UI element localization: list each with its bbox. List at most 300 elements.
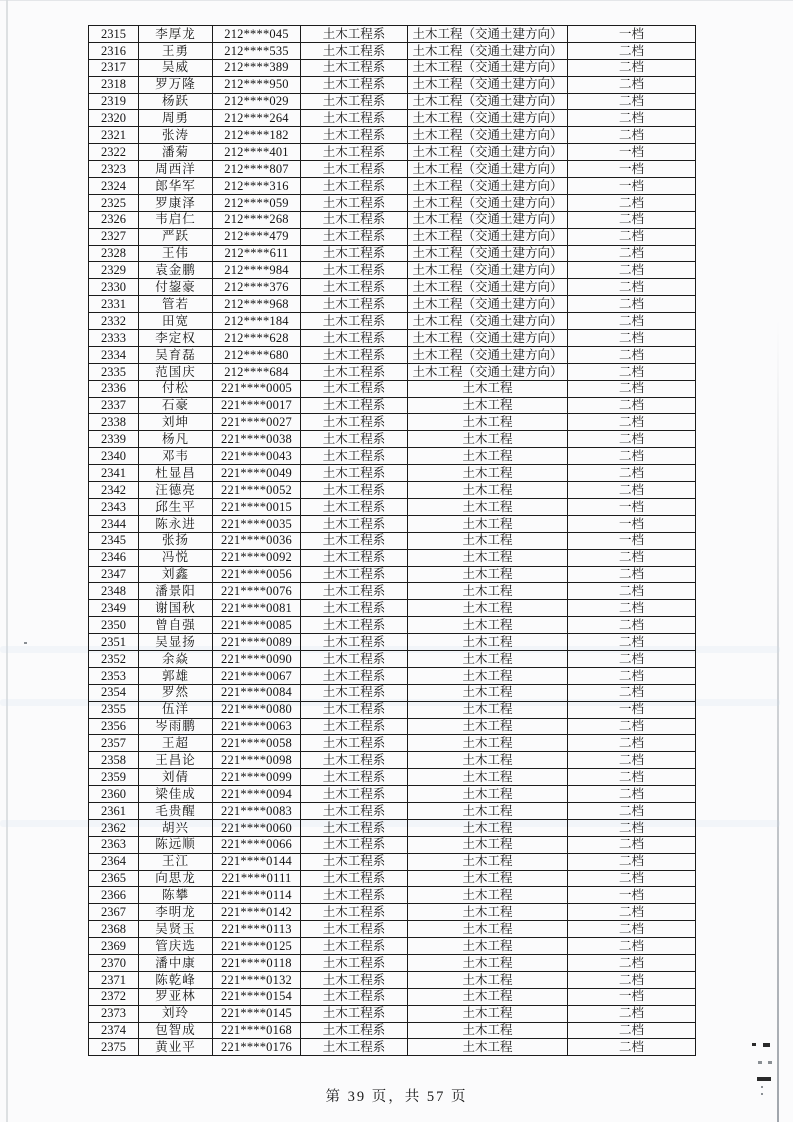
cell-major: 土木工程 bbox=[408, 752, 568, 769]
cell-dept: 土木工程系 bbox=[301, 279, 408, 296]
cell-no: 2357 bbox=[89, 735, 139, 752]
cell-name: 李厚龙 bbox=[139, 26, 213, 43]
cell-no: 2316 bbox=[89, 42, 139, 59]
cell-major: 土木工程 bbox=[408, 971, 568, 988]
cell-id: 212****680 bbox=[213, 346, 301, 363]
cell-no: 2361 bbox=[89, 802, 139, 819]
cell-level: 二档 bbox=[568, 380, 696, 397]
cell-level: 二档 bbox=[568, 431, 696, 448]
cell-level: 二档 bbox=[568, 549, 696, 566]
cell-level: 二档 bbox=[568, 279, 696, 296]
cell-dept: 土木工程系 bbox=[301, 786, 408, 803]
cell-major: 土木工程（交通土建方向） bbox=[408, 161, 568, 178]
table-row bbox=[89, 262, 696, 279]
cell-name: 余焱 bbox=[139, 650, 213, 667]
cell-id: 221****0168 bbox=[213, 1022, 301, 1039]
cell-dept: 土木工程系 bbox=[301, 684, 408, 701]
cell-id: 221****0099 bbox=[213, 769, 301, 786]
cell-dept: 土木工程系 bbox=[301, 566, 408, 583]
cell-id: 221****0076 bbox=[213, 583, 301, 600]
cell-id: 212****376 bbox=[213, 279, 301, 296]
cell-name: 岑雨鹏 bbox=[139, 718, 213, 735]
cell-dept: 土木工程系 bbox=[301, 532, 408, 549]
cell-name: 伍洋 bbox=[139, 701, 213, 718]
table-row bbox=[89, 600, 696, 617]
cell-no: 2322 bbox=[89, 144, 139, 161]
cell-dept: 土木工程系 bbox=[301, 465, 408, 482]
cell-level: 一档 bbox=[568, 178, 696, 195]
cell-name: 付鋆豪 bbox=[139, 279, 213, 296]
cell-name: 周勇 bbox=[139, 110, 213, 127]
cell-name: 李定权 bbox=[139, 330, 213, 347]
cell-no: 2371 bbox=[89, 971, 139, 988]
cell-major: 土木工程 bbox=[408, 904, 568, 921]
cell-level: 二档 bbox=[568, 93, 696, 110]
cell-id: 221****0089 bbox=[213, 634, 301, 651]
cell-name: 向思龙 bbox=[139, 870, 213, 887]
cell-level: 二档 bbox=[568, 802, 696, 819]
cell-dept: 土木工程系 bbox=[301, 701, 408, 718]
cell-no: 2334 bbox=[89, 346, 139, 363]
table-row bbox=[89, 42, 696, 59]
cell-level: 二档 bbox=[568, 228, 696, 245]
cell-major: 土木工程 bbox=[408, 735, 568, 752]
cell-level: 二档 bbox=[568, 836, 696, 853]
cell-dept: 土木工程系 bbox=[301, 583, 408, 600]
cell-no: 2375 bbox=[89, 1039, 139, 1056]
cell-major: 土木工程 bbox=[408, 465, 568, 482]
cell-dept: 土木工程系 bbox=[301, 76, 408, 93]
cell-id: 212****950 bbox=[213, 76, 301, 93]
cell-name: 王昌论 bbox=[139, 752, 213, 769]
cell-name: 邓韦 bbox=[139, 448, 213, 465]
table-row bbox=[89, 279, 696, 296]
cell-name: 罗康泽 bbox=[139, 194, 213, 211]
cell-dept: 土木工程系 bbox=[301, 1005, 408, 1022]
cell-no: 2341 bbox=[89, 465, 139, 482]
cell-level: 二档 bbox=[568, 786, 696, 803]
cell-no: 2372 bbox=[89, 988, 139, 1005]
cell-level: 二档 bbox=[568, 363, 696, 380]
cell-dept: 土木工程系 bbox=[301, 144, 408, 161]
cell-id: 221****0111 bbox=[213, 870, 301, 887]
table-row bbox=[89, 1039, 696, 1056]
cell-no: 2363 bbox=[89, 836, 139, 853]
cell-major: 土木工程 bbox=[408, 853, 568, 870]
cell-id: 212****984 bbox=[213, 262, 301, 279]
cell-major: 土木工程 bbox=[408, 532, 568, 549]
cell-major: 土木工程 bbox=[408, 887, 568, 904]
cell-level: 二档 bbox=[568, 870, 696, 887]
table-row bbox=[89, 650, 696, 667]
cell-id: 221****0084 bbox=[213, 684, 301, 701]
cell-dept: 土木工程系 bbox=[301, 448, 408, 465]
cell-id: 221****0085 bbox=[213, 617, 301, 634]
cell-major: 土木工程（交通土建方向） bbox=[408, 127, 568, 144]
cell-dept: 土木工程系 bbox=[301, 600, 408, 617]
cell-dept: 土木工程系 bbox=[301, 549, 408, 566]
cell-no: 2335 bbox=[89, 363, 139, 380]
cell-name: 陈攀 bbox=[139, 887, 213, 904]
cell-dept: 土木工程系 bbox=[301, 313, 408, 330]
table-row bbox=[89, 617, 696, 634]
cell-level: 二档 bbox=[568, 971, 696, 988]
cell-name: 管庆选 bbox=[139, 938, 213, 955]
cell-major: 土木工程 bbox=[408, 819, 568, 836]
cell-major: 土木工程 bbox=[408, 701, 568, 718]
cell-name: 吴育磊 bbox=[139, 346, 213, 363]
cell-name: 范国庆 bbox=[139, 363, 213, 380]
table-row bbox=[89, 144, 696, 161]
cell-no: 2325 bbox=[89, 194, 139, 211]
cell-id: 221****0043 bbox=[213, 448, 301, 465]
table-row bbox=[89, 735, 696, 752]
cell-no: 2331 bbox=[89, 296, 139, 313]
cell-no: 2337 bbox=[89, 397, 139, 414]
table-row bbox=[89, 498, 696, 515]
scan-fold-line bbox=[777, 320, 779, 1122]
cell-dept: 土木工程系 bbox=[301, 262, 408, 279]
cell-major: 土木工程（交通土建方向） bbox=[408, 313, 568, 330]
cell-dept: 土木工程系 bbox=[301, 904, 408, 921]
table-row bbox=[89, 245, 696, 262]
cell-level: 二档 bbox=[568, 482, 696, 499]
cell-name: 毛贵醒 bbox=[139, 802, 213, 819]
cell-no: 2373 bbox=[89, 1005, 139, 1022]
cell-id: 212****389 bbox=[213, 59, 301, 76]
cell-major: 土木工程（交通土建方向） bbox=[408, 110, 568, 127]
cell-name: 邱生平 bbox=[139, 498, 213, 515]
cell-level: 二档 bbox=[568, 769, 696, 786]
cell-id: 221****0114 bbox=[213, 887, 301, 904]
cell-dept: 土木工程系 bbox=[301, 1022, 408, 1039]
cell-no: 2344 bbox=[89, 515, 139, 532]
table-row bbox=[89, 971, 696, 988]
cell-major: 土木工程 bbox=[408, 431, 568, 448]
cell-major: 土木工程 bbox=[408, 634, 568, 651]
cell-id: 221****0145 bbox=[213, 1005, 301, 1022]
cell-no: 2346 bbox=[89, 549, 139, 566]
cell-dept: 土木工程系 bbox=[301, 431, 408, 448]
cell-no: 2328 bbox=[89, 245, 139, 262]
scan-speck bbox=[758, 1061, 762, 1064]
cell-no: 2332 bbox=[89, 313, 139, 330]
cell-dept: 土木工程系 bbox=[301, 515, 408, 532]
cell-id: 221****0094 bbox=[213, 786, 301, 803]
cell-name: 陈乾峰 bbox=[139, 971, 213, 988]
cell-level: 一档 bbox=[568, 144, 696, 161]
cell-level: 二档 bbox=[568, 684, 696, 701]
cell-no: 2318 bbox=[89, 76, 139, 93]
cell-major: 土木工程 bbox=[408, 397, 568, 414]
cell-level: 二档 bbox=[568, 853, 696, 870]
cell-name: 严跃 bbox=[139, 228, 213, 245]
cell-major: 土木工程（交通土建方向） bbox=[408, 178, 568, 195]
scan-edge-top bbox=[0, 0, 793, 1]
table-row bbox=[89, 836, 696, 853]
cell-name: 汪德亮 bbox=[139, 482, 213, 499]
cell-id: 212****316 bbox=[213, 178, 301, 195]
cell-id: 221****0038 bbox=[213, 431, 301, 448]
cell-id: 221****0090 bbox=[213, 650, 301, 667]
cell-name: 郎华军 bbox=[139, 178, 213, 195]
table-row bbox=[89, 465, 696, 482]
cell-major: 土木工程 bbox=[408, 380, 568, 397]
cell-name: 陈永进 bbox=[139, 515, 213, 532]
cell-name: 石豪 bbox=[139, 397, 213, 414]
cell-dept: 土木工程系 bbox=[301, 836, 408, 853]
cell-major: 土木工程 bbox=[408, 617, 568, 634]
cell-level: 二档 bbox=[568, 245, 696, 262]
cell-dept: 土木工程系 bbox=[301, 802, 408, 819]
cell-major: 土木工程 bbox=[408, 515, 568, 532]
cell-id: 212****535 bbox=[213, 42, 301, 59]
cell-name: 田宽 bbox=[139, 313, 213, 330]
cell-dept: 土木工程系 bbox=[301, 988, 408, 1005]
cell-level: 二档 bbox=[568, 346, 696, 363]
table-row bbox=[89, 397, 696, 414]
cell-no: 2339 bbox=[89, 431, 139, 448]
cell-level: 二档 bbox=[568, 566, 696, 583]
cell-id: 221****0005 bbox=[213, 380, 301, 397]
cell-id: 221****0092 bbox=[213, 549, 301, 566]
cell-dept: 土木工程系 bbox=[301, 380, 408, 397]
cell-name: 王超 bbox=[139, 735, 213, 752]
cell-level: 二档 bbox=[568, 921, 696, 938]
cell-major: 土木工程 bbox=[408, 414, 568, 431]
cell-dept: 土木工程系 bbox=[301, 954, 408, 971]
cell-major: 土木工程 bbox=[408, 549, 568, 566]
cell-dept: 土木工程系 bbox=[301, 634, 408, 651]
cell-no: 2326 bbox=[89, 211, 139, 228]
table-row bbox=[89, 482, 696, 499]
table-row bbox=[89, 684, 696, 701]
cell-name: 袁金鹏 bbox=[139, 262, 213, 279]
table-row bbox=[89, 667, 696, 684]
table-row bbox=[89, 346, 696, 363]
cell-id: 221****0067 bbox=[213, 667, 301, 684]
cell-id: 221****0080 bbox=[213, 701, 301, 718]
table-row bbox=[89, 904, 696, 921]
cell-name: 胡兴 bbox=[139, 819, 213, 836]
cell-major: 土木工程 bbox=[408, 498, 568, 515]
cell-no: 2321 bbox=[89, 127, 139, 144]
cell-level: 一档 bbox=[568, 515, 696, 532]
table-row bbox=[89, 211, 696, 228]
cell-id: 212****184 bbox=[213, 313, 301, 330]
cell-id: 221****0125 bbox=[213, 938, 301, 955]
table-row bbox=[89, 634, 696, 651]
cell-major: 土木工程 bbox=[408, 718, 568, 735]
cell-dept: 土木工程系 bbox=[301, 769, 408, 786]
cell-level: 二档 bbox=[568, 211, 696, 228]
cell-no: 2319 bbox=[89, 93, 139, 110]
cell-level: 二档 bbox=[568, 110, 696, 127]
cell-no: 2356 bbox=[89, 718, 139, 735]
table-row bbox=[89, 448, 696, 465]
cell-major: 土木工程（交通土建方向） bbox=[408, 330, 568, 347]
cell-id: 221****0056 bbox=[213, 566, 301, 583]
cell-level: 二档 bbox=[568, 1039, 696, 1056]
cell-id: 212****968 bbox=[213, 296, 301, 313]
cell-id: 212****059 bbox=[213, 194, 301, 211]
cell-major: 土木工程（交通土建方向） bbox=[408, 228, 568, 245]
cell-name: 罗万隆 bbox=[139, 76, 213, 93]
cell-name: 刘鑫 bbox=[139, 566, 213, 583]
cell-name: 杜显昌 bbox=[139, 465, 213, 482]
cell-name: 罗亚林 bbox=[139, 988, 213, 1005]
cell-id: 221****0176 bbox=[213, 1039, 301, 1056]
cell-dept: 土木工程系 bbox=[301, 938, 408, 955]
cell-major: 土木工程（交通土建方向） bbox=[408, 262, 568, 279]
table-row bbox=[89, 954, 696, 971]
cell-id: 221****0066 bbox=[213, 836, 301, 853]
cell-name: 黄业平 bbox=[139, 1039, 213, 1056]
cell-dept: 土木工程系 bbox=[301, 42, 408, 59]
cell-no: 2333 bbox=[89, 330, 139, 347]
cell-level: 二档 bbox=[568, 600, 696, 617]
cell-level: 一档 bbox=[568, 988, 696, 1005]
scan-speck bbox=[752, 1043, 756, 1046]
cell-level: 二档 bbox=[568, 42, 696, 59]
cell-dept: 土木工程系 bbox=[301, 59, 408, 76]
cell-no: 2355 bbox=[89, 701, 139, 718]
cell-no: 2353 bbox=[89, 667, 139, 684]
cell-name: 潘景阳 bbox=[139, 583, 213, 600]
cell-no: 2342 bbox=[89, 482, 139, 499]
cell-name: 冯悦 bbox=[139, 549, 213, 566]
table-row bbox=[89, 59, 696, 76]
cell-dept: 土木工程系 bbox=[301, 178, 408, 195]
cell-major: 土木工程 bbox=[408, 988, 568, 1005]
cell-dept: 土木工程系 bbox=[301, 110, 408, 127]
cell-name: 刘玲 bbox=[139, 1005, 213, 1022]
cell-major: 土木工程 bbox=[408, 954, 568, 971]
table-row bbox=[89, 938, 696, 955]
cell-id: 221****0063 bbox=[213, 718, 301, 735]
cell-name: 管若 bbox=[139, 296, 213, 313]
cell-name: 罗然 bbox=[139, 684, 213, 701]
cell-major: 土木工程（交通土建方向） bbox=[408, 245, 568, 262]
cell-name: 王伟 bbox=[139, 245, 213, 262]
cell-major: 土木工程 bbox=[408, 583, 568, 600]
cell-name: 陈远顺 bbox=[139, 836, 213, 853]
cell-name: 谢国秋 bbox=[139, 600, 213, 617]
cell-no: 2366 bbox=[89, 887, 139, 904]
cell-level: 二档 bbox=[568, 617, 696, 634]
cell-dept: 土木工程系 bbox=[301, 194, 408, 211]
cell-dept: 土木工程系 bbox=[301, 397, 408, 414]
cell-name: 曾自强 bbox=[139, 617, 213, 634]
cell-no: 2324 bbox=[89, 178, 139, 195]
cell-name: 吴威 bbox=[139, 59, 213, 76]
table-row bbox=[89, 566, 696, 583]
cell-name: 李明龙 bbox=[139, 904, 213, 921]
cell-no: 2365 bbox=[89, 870, 139, 887]
cell-name: 潘菊 bbox=[139, 144, 213, 161]
cell-level: 二档 bbox=[568, 262, 696, 279]
table-row bbox=[89, 313, 696, 330]
cell-level: 二档 bbox=[568, 397, 696, 414]
page-number-footer: 第 39 页，共 57 页 bbox=[325, 1089, 468, 1105]
cell-no: 2340 bbox=[89, 448, 139, 465]
cell-id: 212****182 bbox=[213, 127, 301, 144]
cell-level: 一档 bbox=[568, 887, 696, 904]
cell-dept: 土木工程系 bbox=[301, 161, 408, 178]
cell-no: 2352 bbox=[89, 650, 139, 667]
cell-name: 周西洋 bbox=[139, 161, 213, 178]
cell-dept: 土木工程系 bbox=[301, 93, 408, 110]
cell-dept: 土木工程系 bbox=[301, 296, 408, 313]
cell-major: 土木工程（交通土建方向） bbox=[408, 144, 568, 161]
cell-id: 221****0027 bbox=[213, 414, 301, 431]
cell-level: 二档 bbox=[568, 313, 696, 330]
cell-major: 土木工程（交通土建方向） bbox=[408, 346, 568, 363]
cell-dept: 土木工程系 bbox=[301, 921, 408, 938]
cell-dept: 土木工程系 bbox=[301, 819, 408, 836]
table-row bbox=[89, 414, 696, 431]
cell-id: 221****0060 bbox=[213, 819, 301, 836]
cell-dept: 土木工程系 bbox=[301, 26, 408, 43]
cell-major: 土木工程 bbox=[408, 921, 568, 938]
cell-major: 土木工程 bbox=[408, 1022, 568, 1039]
cell-dept: 土木工程系 bbox=[301, 228, 408, 245]
cell-no: 2345 bbox=[89, 532, 139, 549]
cell-dept: 土木工程系 bbox=[301, 971, 408, 988]
table-row bbox=[89, 515, 696, 532]
cell-major: 土木工程（交通土建方向） bbox=[408, 194, 568, 211]
cell-level: 二档 bbox=[568, 938, 696, 955]
cell-level: 二档 bbox=[568, 583, 696, 600]
cell-level: 一档 bbox=[568, 26, 696, 43]
table-row bbox=[89, 549, 696, 566]
cell-dept: 土木工程系 bbox=[301, 718, 408, 735]
cell-level: 一档 bbox=[568, 161, 696, 178]
cell-no: 2360 bbox=[89, 786, 139, 803]
cell-major: 土木工程 bbox=[408, 836, 568, 853]
cell-dept: 土木工程系 bbox=[301, 482, 408, 499]
cell-no: 2354 bbox=[89, 684, 139, 701]
scan-dash bbox=[757, 1077, 771, 1081]
cell-dept: 土木工程系 bbox=[301, 363, 408, 380]
cell-major: 土木工程 bbox=[408, 667, 568, 684]
scan-speck bbox=[24, 642, 27, 644]
cell-dept: 土木工程系 bbox=[301, 498, 408, 515]
cell-dept: 土木工程系 bbox=[301, 211, 408, 228]
cell-level: 二档 bbox=[568, 819, 696, 836]
cell-id: 221****0058 bbox=[213, 735, 301, 752]
cell-major: 土木工程 bbox=[408, 769, 568, 786]
cell-dept: 土木工程系 bbox=[301, 1039, 408, 1056]
table-row bbox=[89, 921, 696, 938]
cell-id: 221****0035 bbox=[213, 515, 301, 532]
cell-dept: 土木工程系 bbox=[301, 330, 408, 347]
cell-id: 212****264 bbox=[213, 110, 301, 127]
cell-major: 土木工程（交通土建方向） bbox=[408, 296, 568, 313]
cell-name: 张扬 bbox=[139, 532, 213, 549]
cell-id: 221****0036 bbox=[213, 532, 301, 549]
cell-level: 二档 bbox=[568, 954, 696, 971]
cell-id: 212****045 bbox=[213, 26, 301, 43]
cell-level: 二档 bbox=[568, 448, 696, 465]
student-roster-table bbox=[88, 25, 696, 1056]
cell-name: 刘坤 bbox=[139, 414, 213, 431]
cell-name: 郭雄 bbox=[139, 667, 213, 684]
cell-name: 张涛 bbox=[139, 127, 213, 144]
cell-no: 2364 bbox=[89, 853, 139, 870]
cell-no: 2317 bbox=[89, 59, 139, 76]
table-row bbox=[89, 1022, 696, 1039]
